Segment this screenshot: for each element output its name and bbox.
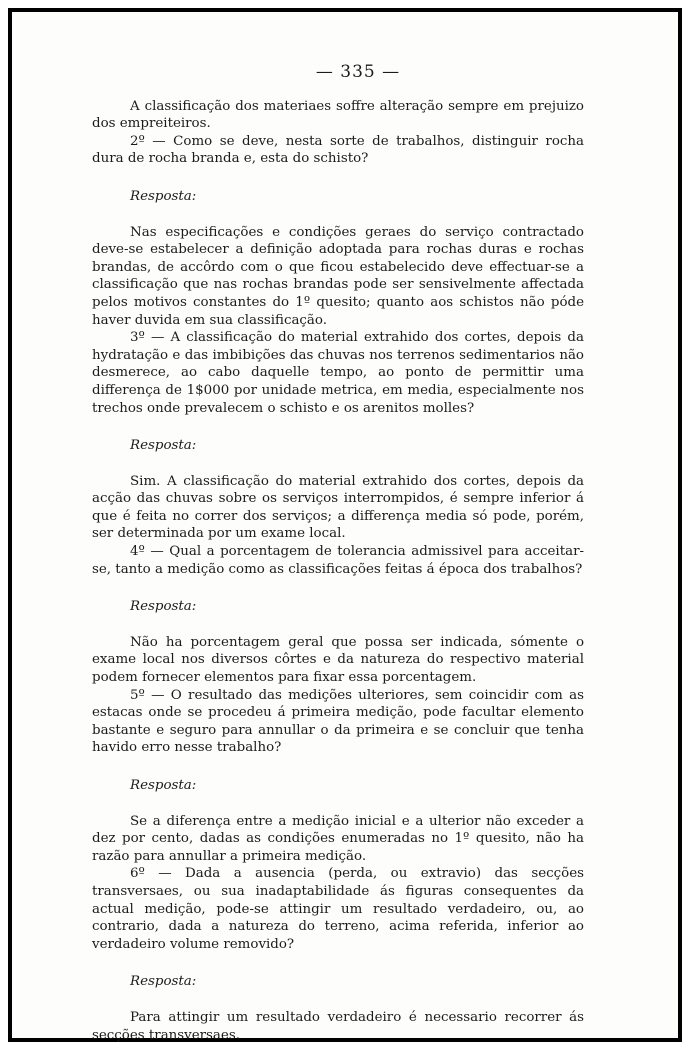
document-page [92,64,584,1044]
answer-label-4: Resposta: [130,599,197,615]
answer-label-2: Resposta: [130,188,197,204]
answer-3: Sim. A classificação do material extrahido dos cortes, depois da acção das chuvas sobre os serviços interrompidos, é sempre inferior á que é feita no correr dos serviços; a differença media só pode, porém, ser determinada por um exame local. [92,473,584,542]
answer-5: Se a diferença entre a medição inicial e a ulterior não exceder a dez por cento, dadas as condições enumeradas no 1º quesito, não ha razão para annullar a primeira medição. [92,813,584,864]
question-3: 3º — A classificação do material extrahido dos cortes, depois da hydratação e das imbibições das chuvas nos terrenos sedimentarios não desmerece, ao cabo daquelle tempo, ao ponto de permittir uma differença de 1$000 por unidade metrica, em media, especialmente nos trechos onde prevalecem o schisto e os arenitos molles? [92,330,584,416]
question-4: 4º — Qual a porcentagem de tolerancia admissivel para acceitar-se, tanto a medição como as classificações feitas á época dos trabalhos? [92,544,584,577]
paragraph-intro: A classificação dos materiaes soffre alteração sempre em prejuizo dos empreiteiros. [92,98,584,132]
page-number: — 335 — [315,62,401,82]
question-5: 5º — O resultado das medições ulteriores, sem coincidir com as estacas onde se procedeu á primeira medição, pode facultar elemento bastante e seguro para annullar o da primeira e se concluir que tenha havido erro nesse trabalho? [92,687,584,756]
question-2: 2º — Como se deve, nesta sorte de trabalhos, distinguir rocha dura de rocha branda e, esta do schisto? [92,133,584,167]
answer-label-5: Resposta: [130,778,197,793]
answer-2: Nas especificações e condições geraes do serviço contractado deve-se estabelecer a definição adoptada para rochas duras e rochas brandas, de accôrdo com o que ficou estabelecido deve effectuar-se a classificação que nas rochas brandas pode ser sensivelmente affectada pelos motivos constantes do 1º quesito; quanto aos schistos não póde haver duvida em sua classificação. [92,224,584,328]
answer-4: Não ha porcentagem geral que possa ser indicada, sómente o exame local nos diversos côrtes e da natureza do respectivo material podem fornecer elementos para fixar essa porcentagem. [92,634,584,686]
answer-label-3: Resposta: [130,438,197,454]
answer-6: Para attingir um resultado verdadeiro é necessario recorrer ás secções transversaes. [92,1009,584,1043]
question-6: 6º — Dada a ausencia (perda, ou extravio) das secções transversaes, ou sua inadaptabilidade ás figuras consequentes da actual medição, pode-se attingir um resultado verdadeiro, ou, ao contrario, dada a natureza do terreno, acima referida, inferior ao verdadeiro volume removido? [92,866,584,952]
answer-label-6: Resposta: [130,974,197,990]
